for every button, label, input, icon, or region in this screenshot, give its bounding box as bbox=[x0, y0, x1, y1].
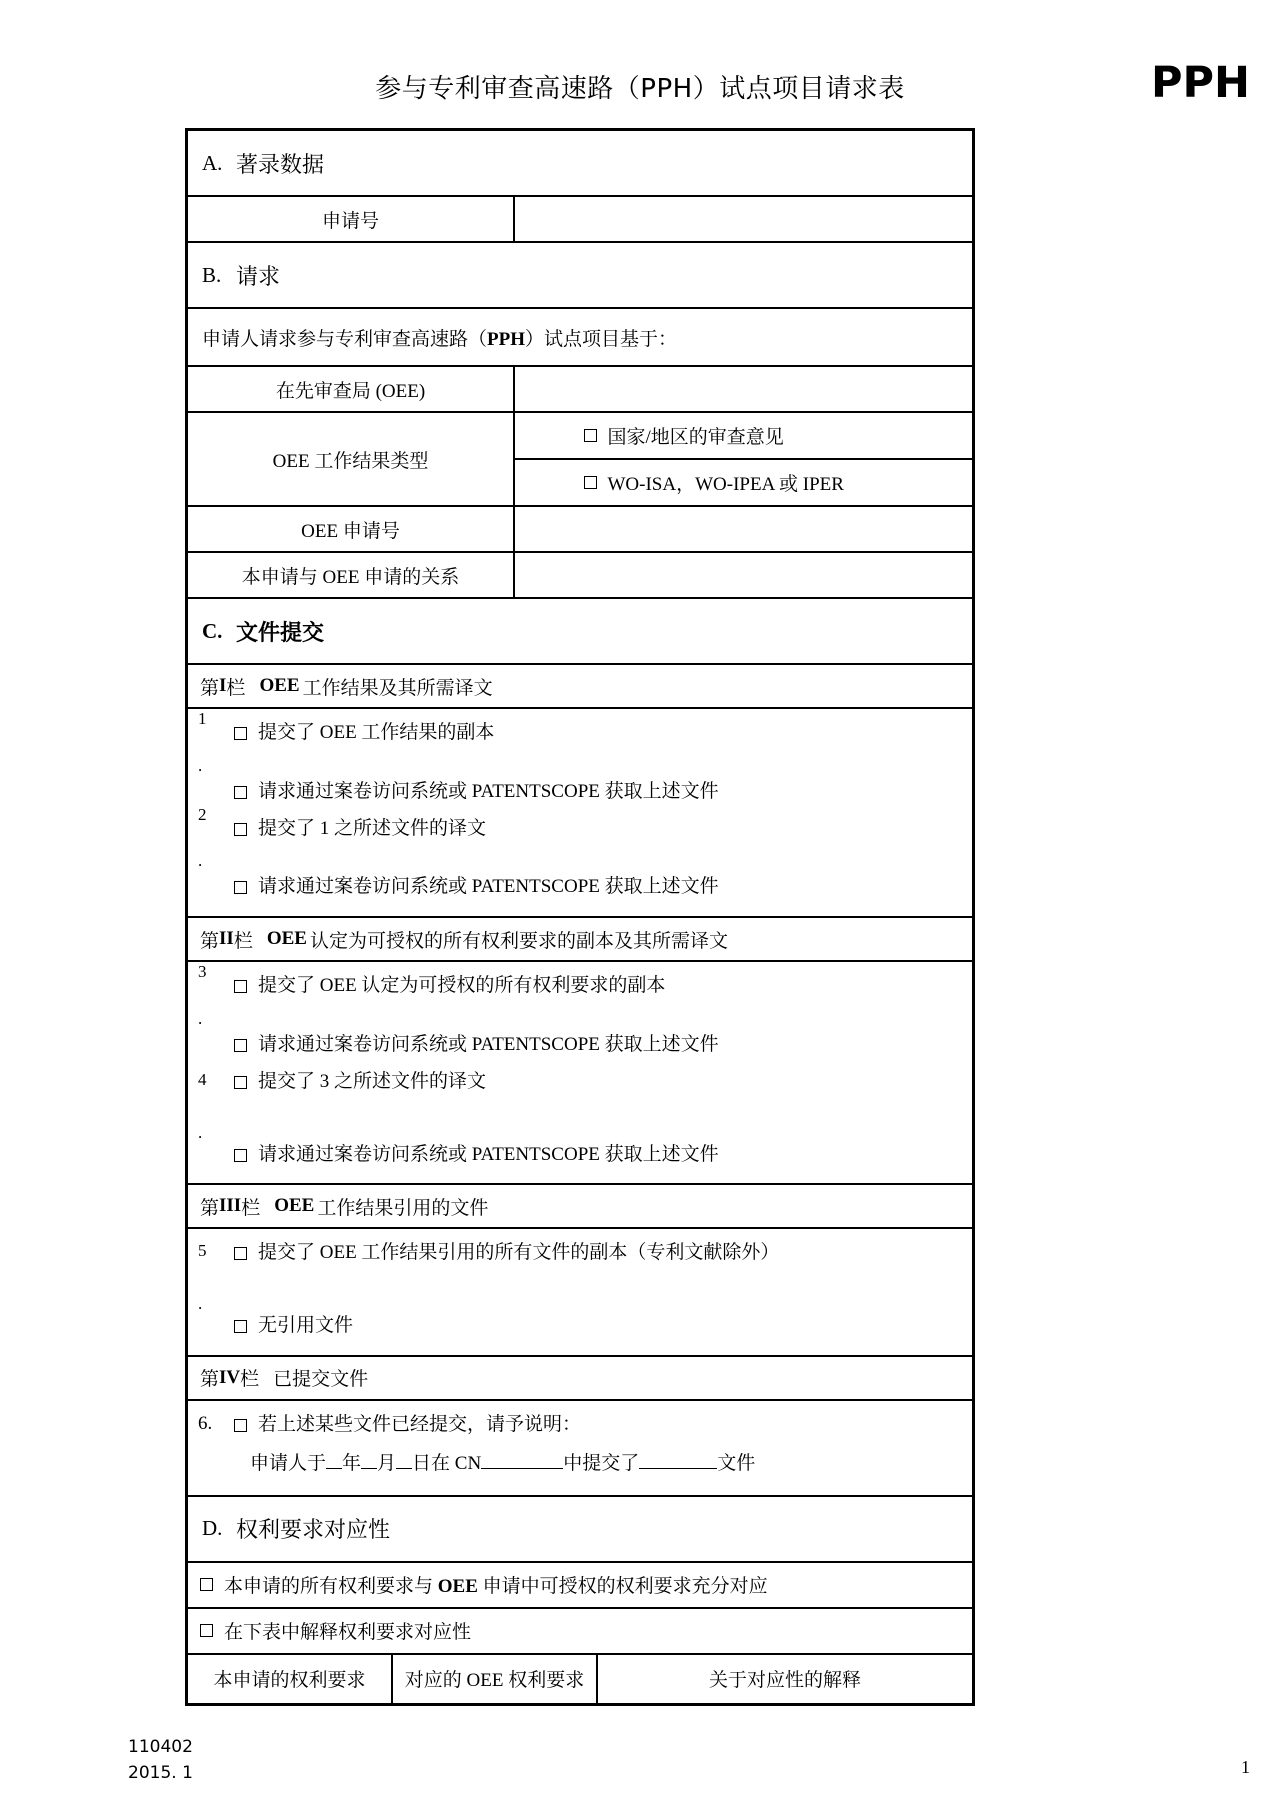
item-period: . bbox=[198, 755, 203, 775]
checklist-item[interactable] bbox=[188, 1137, 972, 1174]
checklist-item-label: 提交了 OEE 认定为可授权的所有权利要求的副本 bbox=[258, 975, 666, 997]
item-period: . bbox=[198, 851, 203, 871]
checklist-item-label: 请求通过案卷访问系统或 PATENTSCOPE 获取上述文件 bbox=[258, 1143, 719, 1165]
item-period-row bbox=[188, 847, 972, 869]
column-1-numeral: I bbox=[219, 675, 227, 696]
section-b-statement-row bbox=[188, 309, 972, 367]
checkbox-icon[interactable] bbox=[234, 786, 247, 799]
fill-in-blank-month[interactable] bbox=[361, 1468, 377, 1469]
oee-application-number-row bbox=[188, 507, 972, 553]
column-1-title-bold: OEE bbox=[259, 675, 300, 696]
column-4-items bbox=[188, 1401, 972, 1497]
checkbox-icon[interactable] bbox=[200, 1578, 213, 1591]
section-a-letter: A. bbox=[202, 150, 223, 175]
relationship-row bbox=[188, 553, 972, 599]
section-b-statement: 申请人请求参与专利审查高速路（PPH）试点项目基于： bbox=[202, 328, 678, 350]
checklist-item-label: 提交了 1 之所述文件的译文 bbox=[258, 817, 487, 839]
column-2-prefix: 第 bbox=[200, 930, 220, 952]
checklist-item-label: 无引用文件 bbox=[258, 1315, 354, 1337]
claims-option-2-row[interactable] bbox=[188, 1609, 972, 1655]
footer-code: 110402 bbox=[128, 1737, 193, 1757]
checkbox-icon[interactable] bbox=[234, 1039, 247, 1052]
column-1-title: 工作结果及其所需译文 bbox=[302, 677, 493, 699]
column-4-numeral: IV bbox=[219, 1366, 241, 1388]
column-2-title-bold: OEE bbox=[266, 928, 307, 950]
column-1-prefix: 第 bbox=[200, 677, 220, 699]
checklist-item[interactable] bbox=[188, 1027, 972, 1064]
item-period: . bbox=[198, 1008, 203, 1028]
oee-work-type-label: OEE 工作结果类型 bbox=[188, 413, 515, 505]
checkbox-icon[interactable] bbox=[234, 727, 247, 740]
table-header-cell-oee-claims: 对应的 OEE 权利要求 bbox=[393, 1655, 598, 1703]
submission-fill-in-line[interactable] bbox=[188, 1444, 972, 1489]
checkbox-icon[interactable] bbox=[234, 1247, 247, 1260]
column-2-items bbox=[188, 962, 972, 1185]
item-number: 4 bbox=[198, 1069, 207, 1089]
checklist-item[interactable] bbox=[188, 1407, 972, 1444]
item-period: . bbox=[198, 1294, 203, 1314]
fill-in-blank-doc[interactable] bbox=[639, 1468, 717, 1469]
column-2-title: 认定为可授权的所有权利要求的副本及其所需译文 bbox=[309, 930, 728, 952]
item-period-row bbox=[188, 1272, 972, 1314]
fill-in-part-4: 日在 CN bbox=[412, 1452, 482, 1474]
checkbox-icon[interactable] bbox=[234, 1419, 247, 1432]
column-2-suffix: 栏 bbox=[233, 930, 253, 952]
column-4-suffix: 栏 bbox=[240, 1369, 260, 1391]
fill-in-part-5: 中提交了 bbox=[563, 1452, 640, 1474]
column-4-title: 已提交文件 bbox=[273, 1369, 369, 1391]
checklist-item-label: 提交了 OEE 工作结果的副本 bbox=[258, 722, 495, 743]
claims-correspondence-table-header bbox=[188, 1655, 972, 1703]
fill-in-blank-day[interactable] bbox=[396, 1468, 412, 1469]
checkbox-icon[interactable] bbox=[234, 1320, 247, 1333]
column-3-header bbox=[188, 1185, 972, 1229]
column-4-header bbox=[188, 1357, 972, 1401]
item-number: 6. bbox=[198, 1412, 213, 1434]
item-number: 3 bbox=[198, 962, 207, 982]
item-period: . bbox=[198, 1122, 203, 1142]
table-header-cell-explanation: 关于对应性的解释 bbox=[708, 1670, 861, 1692]
column-3-items bbox=[188, 1229, 972, 1357]
oee-work-type-row bbox=[188, 413, 972, 507]
column-2-header bbox=[188, 918, 972, 962]
oee-work-type-option-1-label: 国家/地区的审查意见 bbox=[607, 427, 784, 448]
checklist-item[interactable] bbox=[188, 709, 972, 752]
document-header bbox=[0, 0, 1280, 122]
column-1-header bbox=[188, 665, 972, 709]
oee-office-label: 在先审查局 (OEE) bbox=[188, 367, 515, 411]
checkbox-icon[interactable] bbox=[234, 1149, 247, 1162]
item-number: 5 bbox=[198, 1241, 207, 1261]
oee-work-type-option-2-label: WO-ISA，WO-IPEA 或 IPER bbox=[607, 474, 844, 495]
item-period-row bbox=[188, 1005, 972, 1027]
application-number-label: 申请号 bbox=[188, 197, 515, 241]
checkbox-icon[interactable] bbox=[234, 1076, 247, 1089]
oee-office-row bbox=[188, 367, 972, 413]
checklist-item-label: 若上述某些文件已经提交，请予说明： bbox=[258, 1413, 582, 1435]
fill-in-blank-year[interactable] bbox=[326, 1468, 342, 1469]
checklist-item-label: 请求通过案卷访问系统或 PATENTSCOPE 获取上述文件 bbox=[258, 780, 719, 802]
checklist-item-label: 提交了 OEE 工作结果引用的所有文件的副本（专利文献除外） bbox=[258, 1242, 780, 1264]
oee-work-type-option-1[interactable] bbox=[515, 413, 972, 458]
document-footer bbox=[128, 1735, 193, 1786]
item-number: 2 bbox=[198, 804, 207, 824]
column-4-prefix: 第 bbox=[200, 1369, 220, 1391]
column-3-prefix: 第 bbox=[200, 1197, 220, 1219]
column-1-suffix: 栏 bbox=[226, 677, 246, 699]
checklist-item[interactable] bbox=[188, 1235, 972, 1272]
checklist-item[interactable] bbox=[188, 962, 972, 1005]
section-a-title: 著录数据 bbox=[236, 151, 325, 177]
fill-in-part-6: 文件 bbox=[717, 1452, 756, 1474]
pph-logo: PPH bbox=[1150, 58, 1250, 108]
checklist-item[interactable] bbox=[188, 804, 972, 848]
oee-work-type-option-2[interactable] bbox=[515, 458, 972, 505]
column-3-numeral: III bbox=[219, 1195, 242, 1217]
section-a-header bbox=[188, 131, 972, 197]
checklist-item[interactable] bbox=[188, 1308, 972, 1345]
fill-in-part-3: 月 bbox=[377, 1452, 397, 1474]
claims-option-2-label: 在下表中解释权利要求对应性 bbox=[224, 1622, 472, 1644]
section-d-letter: D. bbox=[202, 1516, 223, 1541]
section-b-title: 请求 bbox=[236, 263, 281, 289]
section-b-letter: B. bbox=[202, 262, 222, 287]
checklist-item[interactable] bbox=[188, 774, 972, 811]
section-d-title: 权利要求对应性 bbox=[236, 1517, 391, 1543]
column-1-items bbox=[188, 709, 972, 918]
column-3-title-bold: OEE bbox=[274, 1195, 315, 1217]
page-title: 参与专利审查高速路（PPH）试点项目请求表 bbox=[375, 74, 905, 104]
column-2-numeral: II bbox=[219, 928, 234, 950]
footer-date: 2015. 1 bbox=[128, 1762, 193, 1783]
item-period-row bbox=[188, 1101, 972, 1142]
checklist-item-label: 提交了 3 之所述文件的译文 bbox=[258, 1070, 487, 1092]
fill-in-part-2: 年 bbox=[342, 1452, 362, 1474]
item-period-row bbox=[188, 752, 972, 774]
checklist-item[interactable] bbox=[188, 869, 972, 906]
section-c-title: 文件提交 bbox=[236, 619, 325, 645]
checkbox-icon[interactable] bbox=[584, 429, 597, 442]
application-number-row bbox=[188, 197, 972, 243]
section-d-header bbox=[188, 1497, 972, 1563]
oee-application-number-label: OEE 申请号 bbox=[188, 507, 515, 551]
claims-option-1-row[interactable] bbox=[188, 1563, 972, 1609]
page-number: 1 bbox=[1241, 1757, 1250, 1777]
checkbox-icon[interactable] bbox=[584, 476, 597, 489]
item-number: 1 bbox=[198, 709, 207, 728]
section-b-header bbox=[188, 243, 972, 309]
section-c-header bbox=[188, 599, 972, 665]
checkbox-icon[interactable] bbox=[200, 1624, 213, 1637]
checkbox-icon[interactable] bbox=[234, 823, 247, 836]
checkbox-icon[interactable] bbox=[234, 881, 247, 894]
fill-in-part-1: 申请人于 bbox=[250, 1452, 327, 1474]
column-3-suffix: 栏 bbox=[241, 1197, 261, 1219]
pph-request-form bbox=[185, 128, 975, 1706]
table-header-cell-this-application: 本申请的权利要求 bbox=[188, 1655, 393, 1703]
section-c-letter: C. bbox=[202, 618, 223, 643]
relationship-label: 本申请与 OEE 申请的关系 bbox=[188, 553, 515, 597]
checklist-item-label: 请求通过案卷访问系统或 PATENTSCOPE 获取上述文件 bbox=[258, 1033, 719, 1055]
claims-option-1-label: 本申请的所有权利要求与 OEE 申请中可授权的权利要求充分对应 bbox=[224, 1576, 768, 1598]
checklist-item-label: 请求通过案卷访问系统或 PATENTSCOPE 获取上述文件 bbox=[258, 876, 719, 898]
checkbox-icon[interactable] bbox=[234, 980, 247, 993]
checklist-item[interactable] bbox=[188, 1064, 972, 1101]
column-3-title: 工作结果引用的文件 bbox=[317, 1197, 489, 1219]
fill-in-blank-cn[interactable] bbox=[481, 1468, 563, 1469]
